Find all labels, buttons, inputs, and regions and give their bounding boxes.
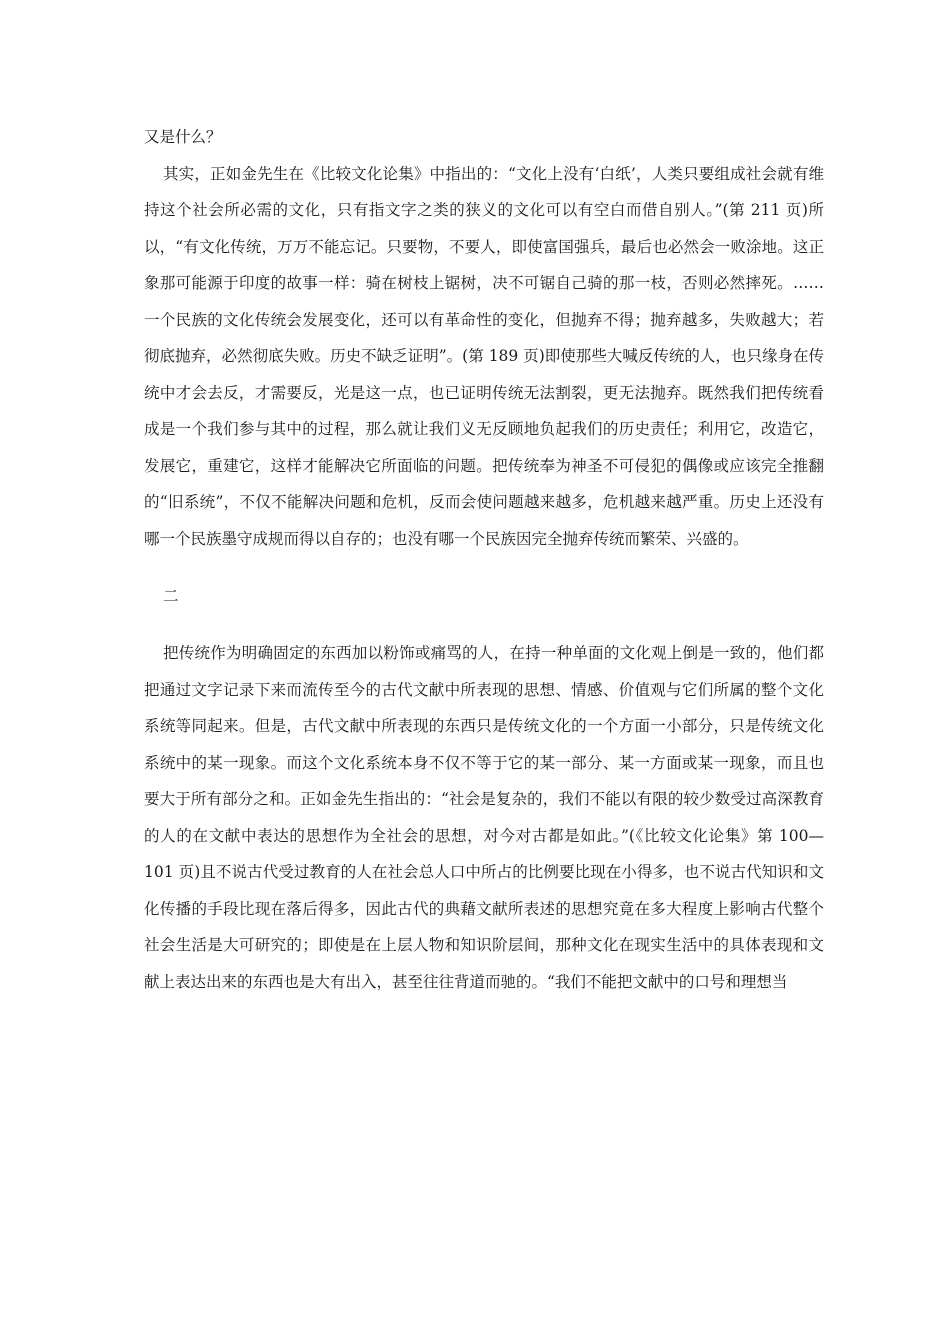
document-body xyxy=(144,119,824,1000)
paragraph-continuation: 又是什么？ xyxy=(144,128,222,146)
paragraph-tradition-argument: 其实，正如金先生在《比较文化论集》中指出的：“文化上没有‘白纸’，人类只要组成社会就有维持这个社会所必需的文化，只有指文字之类的狭义的文化可以有空白而借自别人。”(第 211 页)所以，“有文化传统，万万不能忘记。只要物，不要人，即使富国强兵，最后也必然会一败涂地。这正象那可能源于印度的故事一样：骑在树枝上锯树，决不可锯自己骑的那一枝，否则必然摔死。……一个民族的文化传统会发展变化，还可以有革命性的变化，但抛弃不得；抛弃越多，失败越大；若彻底抛弃，必然彻底失败。历史不缺乏证明”。(第 189 页)即使那些大喊反传统的人，也只缘身在传统中才会去反，才需要反，光是这一点，也已证明传统无法割裂，更无法抛弃。既然我们把传统看成是一个我们参与其中的过程，那么就让我们义无反顾地负起我们的历史责任；利用它，改造它，发展它，重建它，这样才能解决它所面临的问题。把传统奉为神圣不可侵犯的偶像或应该完全推翻的“旧系统”，不仅不能解决问题和危机，反而会使问题越来越多，危机越来越严重。历史上还没有哪一个民族墨守成规而得以自存的；也没有哪一个民族因完全抛弃传统而繁荣、兴盛的。 xyxy=(144,164,824,548)
section-heading: 二 xyxy=(163,587,179,605)
paragraph-culture-system: 把传统作为明确固定的东西加以粉饰或痛骂的人，在持一种单面的文化观上倒是一致的，他们都把通过文字记录下来而流传至今的古代文献中所表现的思想、情感、价值观与它们所属的整个文化系统等同起来。但是，古代文献中所表现的东西只是传统文化的一个方面一小部分，只是传统文化系统中的某一现象。而这个文化系统本身不仅不等于它的某一部分、某一方面或某一现象，而且也要大于所有部分之和。正如金先生指出的：“社会是复杂的，我们不能以有限的较少数受过高深教育的人的在文献中表达的思想作为全社会的思想，对今对古都是如此。”(《比较文化论集》第 100—101 页)且不说古代受过教育的人在社会总人口中所占的比例要比现在小得多，也不说古代知识和文化传播的手段比现在落后得多，因此古代的典藉文献所表述的思想究竟在多大程度上影响古代整个社会生活是大可研究的；即使是在上层人物和知识阶层间，那种文化在现实生活中的具体表现和文献上表达出来的东西也是大有出入，甚至往往背道而驰的。“我们不能把文献中的口号和理想当 xyxy=(144,644,824,991)
